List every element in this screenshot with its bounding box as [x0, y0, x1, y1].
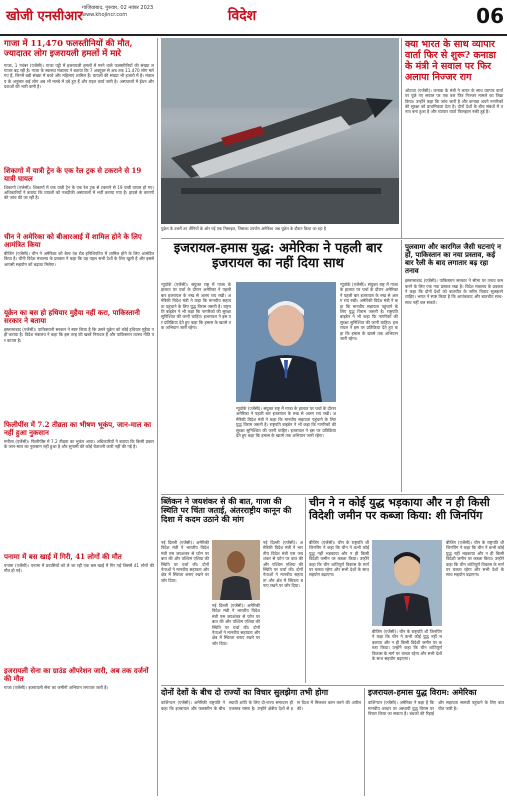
left-headline-4: यूक्रेन का बस हो हथियार मुहैया नहीं करा, पाकिस्तानी सरकार ने बताया	[4, 307, 140, 325]
right-mid-story	[405, 243, 503, 468]
bottom-right-story	[368, 688, 504, 790]
jaishankar-photo	[212, 540, 260, 600]
second-headline: ब्लिंकन ने जयशंकर से की बात, गाजा की स्थिति पर चिंता जताई, अंतरराष्ट्रीय कानून की दिशा में कदम उठाने की मांग	[161, 496, 292, 525]
left-headline-6: पनामा में बस खाई में गिरी, 41 लोगों की मौत	[4, 551, 122, 561]
bottom-left-story	[161, 688, 361, 790]
bottom-right-text: वाशिंगटन (एजेंसी)। अमेरिका ने कहा है कि मानवीय आधार पर अस्थायी युद्ध विराम पर विचार किया जा सकता है। बंधकों की रिहाई और सहायता सामग्री पहुंचाने के लिए बातचीत जारी है।	[368, 700, 504, 716]
person-illustration	[236, 282, 336, 402]
column-divider	[157, 38, 158, 796]
column-divider	[401, 240, 402, 492]
bottom-left-text: वाशिंगटन (एजेंसी)। अमेरिकी राष्ट्रपति ने कहा कि इजरायल और फलस्तीन के बीच स्थायी शांति के लिए दो-राज्य समाधान ही एकमात्र रास्ता है। उन्होंने क्षेत्रीय देशों से इस दिशा में मिलकर काम करने की अपील की।	[161, 700, 361, 711]
masthead	[0, 0, 507, 36]
second-text-col-2: नई दिल्ली (एजेंसी)। अमेरिकी विदेश मंत्री ने भारतीय विदेश मंत्री एस जयशंकर से फोन पर बात की और पश्चिम एशिया की स्थिति पर चर्चा की। दोनों नेताओं ने मानवीय सहायता और क्षेत्र में स्थिरता बनाए रखने पर जोर दिया।	[212, 603, 260, 646]
main-headline: इजरायल-हमास युद्ध: अमेरिका ने पहली बार इजरायल का नहीं दिया साथ	[173, 241, 383, 271]
china-headline: चीन ने न कोई युद्ध भड़काया और न ही किसी विदेशी जमीन पर कब्जा किया: शी जिनपिंग	[309, 496, 490, 522]
missile-illustration	[161, 38, 399, 224]
left-column	[4, 40, 154, 745]
column-divider	[305, 497, 306, 683]
bottom-right-headline: इजरायल-हमास युद्ध विराम: अमेरिका	[368, 687, 477, 697]
china-text-col-2: बीजिंग (एजेंसी)। चीन के राष्ट्रपति शी जिनपिंग ने कहा कि चीन ने कभी कोई युद्ध नहीं भड़काया और न ही किसी विदेशी जमीन पर कब्जा किया। उन्होंने कहा कि चीन शांतिपूर्ण विकास के मार्ग पर चलता रहेगा और सभी देशों के साथ सहयोग बढ़ाएगा।	[372, 629, 442, 662]
right-mid-text: इस्लामाबाद (एजेंसी)। पाकिस्तान सरकार ने सीमा पर तनाव कम करने के लिए एक नया प्रस्ताव रखा है। विदेश मंत्रालय के प्रवक्ता ने कहा कि दोनों देशों को बातचीत के जरिए विवाद सुलझाने चाहिए। भारत ने स्पष्ट किया है कि आतंकवाद और बातचीत साथ-साथ नहीं चल सकते।	[405, 278, 503, 305]
person-illustration	[212, 540, 260, 600]
china-story	[309, 497, 504, 522]
horizontal-rule	[161, 494, 504, 495]
left-headline-3: चीन ने अमेरिका को बीआरआई में शामिल होने के लिए आमंत्रित किया	[4, 231, 142, 249]
right-top-text: ओटावा (एजेंसी)। कनाडा के मंत्री ने भारत के साथ व्यापार वार्ता पर पूछे गए सवाल पर एक बार फिर निज्जर मामले का जिक्र किया। उन्होंने कहा कि जांच जारी है और कनाडा अपने नागरिकों की सुरक्षा को प्राथमिकता देता है। दोनों देशों के बीच संबंधों में तनाव बना हुआ है और व्यापार वार्ता फिलहाल रुकी हुई है।	[405, 87, 503, 115]
website: www.khojincr.com	[82, 12, 128, 18]
page-number: 06	[476, 4, 504, 28]
photo-caption: युक्रेन के उत्तरी तट तीनियों के ओर गई एक मिसाइल, जिसका उपयोग अमेरिका अब यूक्रेन के दौरान किया जा रहा है	[161, 226, 326, 231]
main-text-col-1: न्यूयॉर्क (एजेंसी)। संयुक्त राष्ट्र में गाजा के हालात पर चर्चा के दौरान अमेरिका ने पहली बार इजरायल के रुख से अलग राय रखी। अमेरिकी विदेश मंत्री ने कहा कि मानवीय सहायता पहुंचाने के लिए युद्ध विराम जरूरी है। राष्ट्रपति बाइडेन ने भी कहा कि नागरिकों की सुरक्षा सुनिश्चित की जानी चाहिए। इजरायल ने इस पर प्रतिक्रिया देते हुए कहा कि हमास के खात्मे तक अभियान जारी रहेगा।	[161, 282, 231, 331]
left-headline-7: इजरायली सेना का ग्राउंड ऑपरेशन जारी, अब तक दर्जनों की मौत	[4, 665, 149, 683]
main-text-col-3: न्यूयॉर्क (एजेंसी)। संयुक्त राष्ट्र में गाजा के हालात पर चर्चा के दौरान अमेरिका ने पहली बार इजरायल के रुख से अलग राय रखी। अमेरिकी विदेश मंत्री ने कहा कि मानवीय सहायता पहुंचाने के लिए युद्ध विराम जरूरी है। राष्ट्रपति बाइडेन ने भी कहा कि नागरिकों की सुरक्षा सुनिश्चित की जानी चाहिए। इजरायल ने इस पर प्रतिक्रिया देते हुए कहा कि हमास के खात्मे तक अभियान जारी रहेगा।	[340, 282, 398, 342]
biden-photo	[236, 282, 336, 402]
second-story	[161, 497, 301, 525]
section-title: विदेश	[227, 8, 257, 24]
china-text-col-3: बीजिंग (एजेंसी)। चीन के राष्ट्रपति शी जिनपिंग ने कहा कि चीन ने कभी कोई युद्ध नहीं भड़काया और न ही किसी विदेशी जमीन पर कब्जा किया। उन्होंने कहा कि चीन शांतिपूर्ण विकास के मार्ग पर चलता रहेगा और सभी देशों के साथ सहयोग बढ़ाएगा।	[446, 540, 504, 578]
second-text-col-3: नई दिल्ली (एजेंसी)। अमेरिकी विदेश मंत्री ने भारतीय विदेश मंत्री एस जयशंकर से फोन पर बात की और पश्चिम एशिया की स्थिति पर चर्चा की। दोनों नेताओं ने मानवीय सहायता और क्षेत्र में स्थिरता बनाए रखने पर जोर दिया।	[263, 540, 303, 589]
left-text-1: गाजा, 1 नवंबर (एजेंसी)। गाजा पट्टी में इजरायली हमलों में मरने वाले फलस्तीनियों की संख्या लगातार बढ़ रही है। गाजा के स्वास्थ्य मंत्रालय ने बताया कि 7 अक्टूबर से अब तक 11,470 लोग मारे गए हैं, जिनमें बड़ी संख्या में बच्चे और महिलाएं शामिल हैं। घायलों की संख्या भी हजारों में है। मंत्रालय के अनुसार कई लोग अब भी मलबे में दबे हुए हैं और राहत कार्य जारी है। अस्पतालों में ईंधन और दवाओं की भारी कमी है।	[4, 62, 154, 90]
left-text-6: पनामा (एजेंसी)। पनामा में प्रवासियों को ले जा रही एक बस खाई में गिर गई जिसमें 41 लोगों की मौत हो गई।	[4, 562, 154, 574]
left-text-3: बीजिंग (एजेंसी)। चीन ने अमेरिका को बेल्ट एंड रोड इनिशिएटिव में शामिल होने के लिए आमंत्रित किया है। चीनी विदेश मंत्रालय के प्रवक्ता ने कहा कि यह पहल सभी देशों के लिए खुली है और इससे आपसी सहयोग को बढ़ावा मिलेगा।	[4, 250, 154, 267]
bottom-left-headline: दोनों देशों के बीच दो राज्यों का विचार सुलझेगा तभी होगा	[161, 687, 329, 697]
left-headline-1: गाजा में 11,470 फलस्तीनियों की मौत, ज्यादातर लोग इजरायली हमलों में मारे	[4, 39, 133, 59]
horizontal-rule	[161, 685, 504, 686]
column-divider	[364, 688, 365, 796]
right-mid-headline: पुलवामा और कारगिल जैसी घटनाएं न हों, पाकिस्तान का नया प्रस्ताव, कई बार रैली के बाद लगातार बढ़ रहा तनाव	[405, 242, 502, 276]
second-text-col-1: नई दिल्ली (एजेंसी)। अमेरिकी विदेश मंत्री ने भारतीय विदेश मंत्री एस जयशंकर से फोन पर बात की और पश्चिम एशिया की स्थिति पर चर्चा की। दोनों नेताओं ने मानवीय सहायता और क्षेत्र में स्थिरता बनाए रखने पर जोर दिया।	[161, 540, 209, 583]
china-text-col-1: बीजिंग (एजेंसी)। चीन के राष्ट्रपति शी जिनपिंग ने कहा कि चीन ने कभी कोई युद्ध नहीं भड़काया और न ही किसी विदेशी जमीन पर कब्जा किया। उन्होंने कहा कि चीन शांतिपूर्ण विकास के मार्ग पर चलता रहेगा और सभी देशों के साथ सहयोग बढ़ाएगा।	[309, 540, 369, 578]
left-text-4: इस्लामाबाद (एजेंसी)। पाकिस्तानी सरकार ने स्पष्ट किया है कि उसने यूक्रेन को कोई हथियार मुहैया नहीं कराया है। विदेश मंत्रालय ने कहा कि इस तरह की खबरें निराधार हैं और पाकिस्तान तटस्थ नीति पर कायम है।	[4, 326, 154, 343]
left-text-7: गाजा (एजेंसी)। इजरायली सेना का जमीनी अभियान लगातार जारी है।	[4, 685, 109, 691]
left-text-2: शिकागो (एजेंसी)। शिकागो में एक यात्री ट्रेन के एक रेल ट्रक से टकराने से 19 यात्री घायल हो गए। अधिकारियों ने बताया कि घायलों को नजदीकी अस्पतालों में भर्ती कराया गया है। हादसे के कारणों की जांच की जा रही है।	[4, 184, 154, 201]
left-headline-2: शिकागो में यात्री ट्रेन के एक रेल ट्रक से टकराने से 19 यात्री घायल	[4, 165, 142, 183]
left-text-5: मनीला (एजेंसी)। फिलीपींस में 7.2 तीव्रता का भूकंप आया। अधिकारियों ने बताया कि किसी प्रकार के जान-माल का नुकसान नहीं हुआ है और सुनामी की कोई चेतावनी जारी नहीं की गई है।	[4, 438, 154, 450]
horizontal-rule	[161, 238, 504, 239]
main-text-col-2: न्यूयॉर्क (एजेंसी)। संयुक्त राष्ट्र में गाजा के हालात पर चर्चा के दौरान अमेरिका ने पहली बार इजरायल के रुख से अलग राय रखी। अमेरिकी विदेश मंत्री ने कहा कि मानवीय सहायता पहुंचाने के लिए युद्ध विराम जरूरी है। राष्ट्रपति बाइडेन ने भी कहा कि नागरिकों की सुरक्षा सुनिश्चित की जानी चाहिए। इजरायल ने इस पर प्रतिक्रिया देते हुए कहा कि हमास के खात्मे तक अभियान जारी रहेगा।	[236, 406, 336, 439]
right-top-story	[405, 40, 503, 206]
column-divider	[401, 38, 402, 238]
xi-jinping-photo	[372, 540, 442, 626]
missile-photo	[161, 38, 399, 224]
main-story	[161, 242, 395, 272]
dateline: गाजियाबाद, गुरुवार, 02 नवंबर 2023	[82, 5, 154, 11]
left-headline-5: फिलीपींस में 7.2 तीव्रता का भीषण भूकंप, जान-माल का नहीं हुआ नुकसान	[4, 419, 152, 437]
person-illustration	[372, 540, 442, 626]
brand-logo: खोजी एनसीआर	[6, 9, 83, 24]
right-top-headline: क्या भारत के साथ व्यापार वार्ता फिर से शुरू? कनाडा के मंत्री ने सवाल पर फिर अलापा निज्जर राग	[405, 39, 496, 83]
